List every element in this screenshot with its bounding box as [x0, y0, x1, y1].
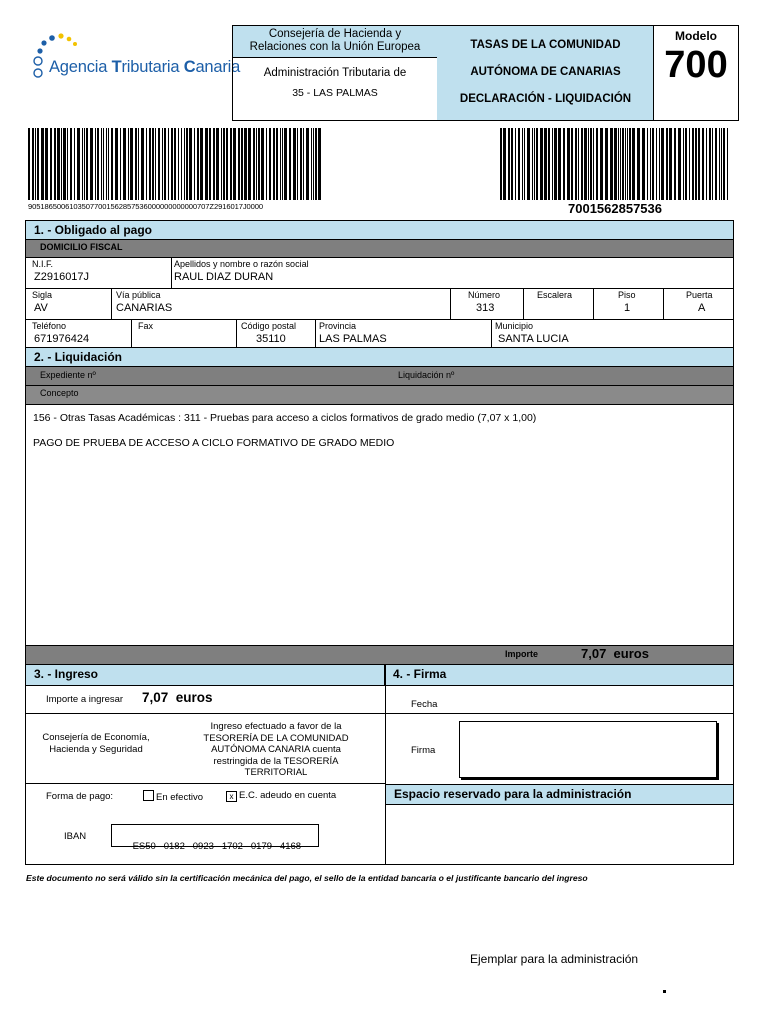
barcode-bar: [238, 128, 240, 200]
barcode-bar: [244, 128, 247, 200]
barcode-bar: [200, 128, 203, 200]
barcode-bar: [554, 128, 557, 200]
barcode-left-text: 90518650061035077001562857536000000000000707Z2916017J0000: [28, 202, 264, 211]
barcode-bar: [500, 128, 502, 200]
barcode-bar: [103, 128, 104, 200]
importe-value: 7,07 euros: [581, 646, 649, 661]
barcode-bar: [293, 128, 296, 200]
barcode-bar: [593, 128, 594, 200]
forma-pago-label: Forma de pago:: [46, 791, 114, 802]
barcode-bar: [605, 128, 608, 200]
barcode-bar: [306, 128, 309, 200]
barcode-bar: [37, 128, 39, 200]
importe-ingresar-value: 7,07 euros: [142, 690, 213, 705]
barcode-bar: [233, 128, 236, 200]
barcode-bar: [596, 128, 598, 200]
barcode-bar: [95, 128, 96, 200]
barcode-bar: [610, 128, 613, 200]
barcode-bar: [575, 128, 577, 200]
municipio-label: Municipio: [495, 321, 534, 331]
barcode-bar: [138, 128, 139, 200]
barcode-bar: [522, 128, 523, 200]
barcode-bar: [548, 128, 550, 200]
importe-bar: [26, 645, 733, 664]
barcode-bar: [115, 128, 118, 200]
nif-label: N.I.F.: [32, 259, 54, 269]
barcode-bar: [706, 128, 707, 200]
barcode-bar: [63, 128, 66, 200]
barcode-bar: [226, 128, 228, 200]
ec-checkbox[interactable]: x: [226, 791, 237, 802]
barcode-bar: [82, 128, 83, 200]
barcode-bar: [284, 128, 287, 200]
barcode-bar: [253, 128, 255, 200]
barcode-bar: [727, 128, 728, 200]
barcode-bar: [689, 128, 690, 200]
barcode-bar: [216, 128, 219, 200]
importe-label: Importe: [505, 649, 539, 659]
barcode-bar: [158, 128, 160, 200]
name-value: RAUL DIAZ DURAN: [174, 271, 274, 283]
barcode-bar: [282, 128, 283, 200]
modelo-box: [653, 25, 739, 121]
barcode-bar: [213, 128, 215, 200]
barcode-bar: [563, 128, 565, 200]
barcode-bar: [622, 128, 624, 200]
concepto-line1: 156 - Otras Tasas Académicas : 311 - Pruebas para acceso a ciclos formativos de grado medio (7,07 x 1,00): [33, 412, 537, 424]
barcode-bar: [258, 128, 260, 200]
fecha-label: Fecha: [411, 699, 438, 710]
barcode-bar: [168, 128, 169, 200]
numero-value: 313: [476, 302, 495, 314]
sigla-label: Sigla: [32, 290, 53, 300]
barcode-bar: [155, 128, 156, 200]
agency-logo: [28, 30, 241, 85]
barcode-bar: [276, 128, 278, 200]
barcode-bar: [32, 128, 34, 200]
barcode-bar: [712, 128, 713, 200]
section2-title: 2. - Liquidación: [26, 348, 733, 367]
barcode-bar: [146, 128, 147, 200]
barcode-bar: [209, 128, 211, 200]
section-obligado: [25, 220, 734, 351]
section1-title: 1. - Obligado al pago: [26, 221, 733, 240]
modelo-label: Modelo: [675, 29, 717, 43]
barcode-bar: [685, 128, 687, 200]
barcode-bar: [128, 128, 129, 200]
numero-label: Número: [468, 290, 501, 300]
barcode-bar: [695, 128, 697, 200]
barcode-bar: [194, 128, 195, 200]
expediente-bar: [26, 367, 733, 386]
agency-name: Agencia Tributaria Canaria: [49, 58, 241, 76]
efectivo-checkbox[interactable]: [143, 790, 154, 801]
puerta-value: A: [698, 302, 706, 314]
barcode-bar: [318, 128, 321, 200]
barcode-bar: [581, 128, 583, 200]
piso-label: Piso: [618, 290, 636, 300]
barcode-bar: [674, 128, 676, 200]
barcode-bar: [54, 128, 56, 200]
barcode-bar: [702, 128, 704, 200]
section3-title: 3. - Ingreso: [26, 665, 385, 686]
barcode-bar: [273, 128, 275, 200]
barcode-bar: [625, 128, 626, 200]
iban-value: ES50 0182 0923 1702 0179 4168: [132, 841, 302, 852]
barcode-bar: [101, 128, 102, 200]
barcode-bar: [632, 128, 635, 200]
disclaimer-text: Este documento no será válido sin la certificación mecánica del pago, el sello de la entidad bancaria o el justificante bancario del ingreso: [26, 873, 588, 883]
barcode-bar: [627, 128, 628, 200]
section-liquidacion: [25, 347, 734, 665]
barcode-bar: [164, 128, 166, 200]
domicilio-fiscal-bar: DOMICILIO FISCAL: [26, 240, 733, 257]
barcode-bar: [162, 128, 163, 200]
expediente-label: Expediente nº: [40, 370, 96, 380]
barcode-bar: [106, 128, 107, 200]
barcode-bar: [221, 128, 222, 200]
barcode-bar: [266, 128, 267, 200]
barcode-bar: [181, 128, 182, 200]
barcode-bar: [614, 128, 617, 200]
barcode-bar: [223, 128, 225, 200]
barcode-bar: [650, 128, 651, 200]
barcode-bar: [637, 128, 640, 200]
barcode-bar: [90, 128, 93, 200]
admin-city: 35 - LAS PALMAS: [292, 87, 378, 99]
iban-field[interactable]: [111, 824, 319, 852]
barcode-bar: [532, 128, 533, 200]
barcode-bar: [289, 128, 291, 200]
concepto-label: Concepto: [40, 388, 79, 398]
barcode-bar: [120, 128, 121, 200]
barcode-bar: [578, 128, 579, 200]
barcode-bar: [508, 128, 510, 200]
barcode-bar: [629, 128, 631, 200]
telefono-value: 671976424: [34, 333, 90, 345]
barcode-bar: [35, 128, 36, 200]
ec-option[interactable]: x E.C. adeudo en cuenta: [226, 790, 336, 802]
via-label: Vía pública: [116, 290, 161, 300]
section-ingreso-firma: [25, 664, 734, 865]
header-tasas-box: [437, 25, 654, 121]
barcode-bar: [571, 128, 573, 200]
barcode-bar: [584, 128, 587, 200]
espacio-admin-title: Espacio reservado para la administración: [386, 784, 733, 805]
barcode-bar: [659, 128, 660, 200]
barcode-bar: [698, 128, 700, 200]
barcode-bar: [590, 128, 592, 200]
barcode-bar: [97, 128, 99, 200]
modelo-number: 700: [664, 44, 728, 86]
barcode-bar: [511, 128, 513, 200]
barcode-bar: [256, 128, 257, 200]
barcode-bar: [135, 128, 137, 200]
barcode-bar: [723, 128, 725, 200]
consejeria-title: Consejería de Hacienda y Relaciones con la Unión Europea: [233, 26, 437, 58]
barcode-bar: [186, 128, 188, 200]
barcode-bar: [61, 128, 62, 200]
barcode-bar: [552, 128, 553, 200]
barcode-bar: [280, 128, 281, 200]
barcode-bar: [600, 128, 603, 200]
barcode-bar: [683, 128, 684, 200]
barcode-bar: [261, 128, 264, 200]
barcode-bar: [652, 128, 654, 200]
barcode-bar: [313, 128, 314, 200]
barcode-bar: [189, 128, 192, 200]
barcode-bar: [178, 128, 179, 200]
barcode-bar: [84, 128, 85, 200]
barcode-bar: [315, 128, 317, 200]
barcode-bar: [67, 128, 68, 200]
barcode-bar: [300, 128, 302, 200]
ingreso-text: Ingreso efectuado a favor de la TESORERÍA DE LA COMUNIDAD AUTÓNOMA CANARIA cuenta restringida de la TESORERÍA TERRITORIAL: [203, 721, 349, 778]
barcode-bar: [692, 128, 694, 200]
header-consejeria-box: [232, 25, 438, 121]
barcode-bar: [567, 128, 570, 200]
provincia-value: LAS PALMAS: [319, 333, 387, 345]
barcode-bar: [534, 128, 535, 200]
barcode-bar: [527, 128, 530, 200]
barcode-bar: [171, 128, 173, 200]
provincia-label: Provincia: [319, 321, 357, 331]
barcode-bar: [269, 128, 271, 200]
firma-label: Firma: [411, 745, 436, 756]
barcode-bar: [74, 128, 75, 200]
barcode-bar: [123, 128, 126, 200]
barcode-bar: [141, 128, 144, 200]
barcode-bar: [248, 128, 251, 200]
telefono-label: Teléfono: [32, 321, 67, 331]
barcode-bar: [544, 128, 547, 200]
barcode-right-text: 7001562857536: [568, 201, 662, 216]
cp-value: 35110: [256, 333, 286, 345]
barcode-bar: [620, 128, 621, 200]
cp-label: Código postal: [241, 321, 297, 331]
barcode-bar: [303, 128, 304, 200]
barcode-bar: [503, 128, 506, 200]
nif-value: Z2916017J: [34, 271, 90, 283]
barcode-bar: [184, 128, 185, 200]
barcode-bar: [515, 128, 516, 200]
concepto-line2: PAGO DE PRUEBA DE ACCESO A CICLO FORMATIVO DE GRADO MEDIO: [33, 437, 395, 449]
fax-label: Fax: [138, 321, 154, 331]
barcode-bar: [536, 128, 538, 200]
barcode-bar: [197, 128, 199, 200]
sigla-value: AV: [34, 302, 48, 314]
barcode-bar: [661, 128, 664, 200]
barcode-right: [500, 128, 730, 200]
barcode-bar: [41, 128, 44, 200]
barcode-bar: [588, 128, 589, 200]
liquidacion-label: Liquidación nº: [398, 370, 455, 380]
barcode-bar: [311, 128, 312, 200]
barcode-bar: [45, 128, 48, 200]
barcode-bar: [666, 128, 668, 200]
barcode-bar: [719, 128, 720, 200]
barcode-bar: [656, 128, 657, 200]
puerta-label: Puerta: [686, 290, 713, 300]
barcode-bar: [540, 128, 543, 200]
dot-mark: [663, 990, 666, 993]
barcode-bar: [111, 128, 113, 200]
importe-ingresar-label: Importe a ingresar: [46, 694, 124, 705]
tasas-line2: AUTÓNOMA DE CANARIAS: [470, 66, 621, 78]
barcode-bar: [149, 128, 151, 200]
admin-line: Administración Tributaria de: [263, 67, 407, 79]
iban-label: IBAN: [64, 831, 87, 842]
barcode-left: [28, 128, 324, 200]
barcode-bar: [86, 128, 88, 200]
barcode-bar: [721, 128, 722, 200]
ejemplar-text: Ejemplar para la administración: [470, 952, 639, 966]
barcode-bar: [50, 128, 52, 200]
firma-box[interactable]: [459, 721, 717, 778]
barcode-bar: [205, 128, 208, 200]
barcode-bar: [297, 128, 298, 200]
barcode-bar: [57, 128, 60, 200]
barcode-bar: [669, 128, 672, 200]
barcode-bar: [518, 128, 520, 200]
barcode-bar: [70, 128, 72, 200]
barcode-bar: [77, 128, 80, 200]
barcode-bar: [130, 128, 133, 200]
consejeria-economia: Consejería de Economía, Hacienda y Seguridad: [42, 732, 150, 755]
municipio-value: SANTA LUCIA: [498, 333, 569, 345]
via-value: CANARIAS: [116, 302, 173, 314]
section4-title: 4. - Firma: [385, 665, 733, 686]
barcode-bar: [108, 128, 109, 200]
barcode-bar: [642, 128, 645, 200]
barcode-bar: [709, 128, 711, 200]
barcode-bar: [152, 128, 154, 200]
barcode-bar: [647, 128, 648, 200]
efectivo-option[interactable]: En efectivo: [143, 790, 203, 803]
barcode-bar: [230, 128, 232, 200]
name-label: Apellidos y nombre o razón social: [174, 259, 309, 269]
barcode-bar: [174, 128, 176, 200]
concepto-bar: [26, 386, 733, 405]
barcode-bar: [618, 128, 619, 200]
tasas-line1: TASAS DE LA COMUNIDAD: [470, 39, 621, 51]
barcode-bar: [715, 128, 717, 200]
barcode-bar: [678, 128, 681, 200]
barcode-bar: [524, 128, 525, 200]
tasas-line3: DECLARACIÓN - LIQUIDACIÓN: [459, 93, 632, 105]
barcode-bar: [28, 128, 30, 200]
escalera-label: Escalera: [537, 290, 573, 300]
barcode-bar: [558, 128, 561, 200]
piso-value: 1: [624, 302, 631, 314]
barcode-bar: [241, 128, 243, 200]
